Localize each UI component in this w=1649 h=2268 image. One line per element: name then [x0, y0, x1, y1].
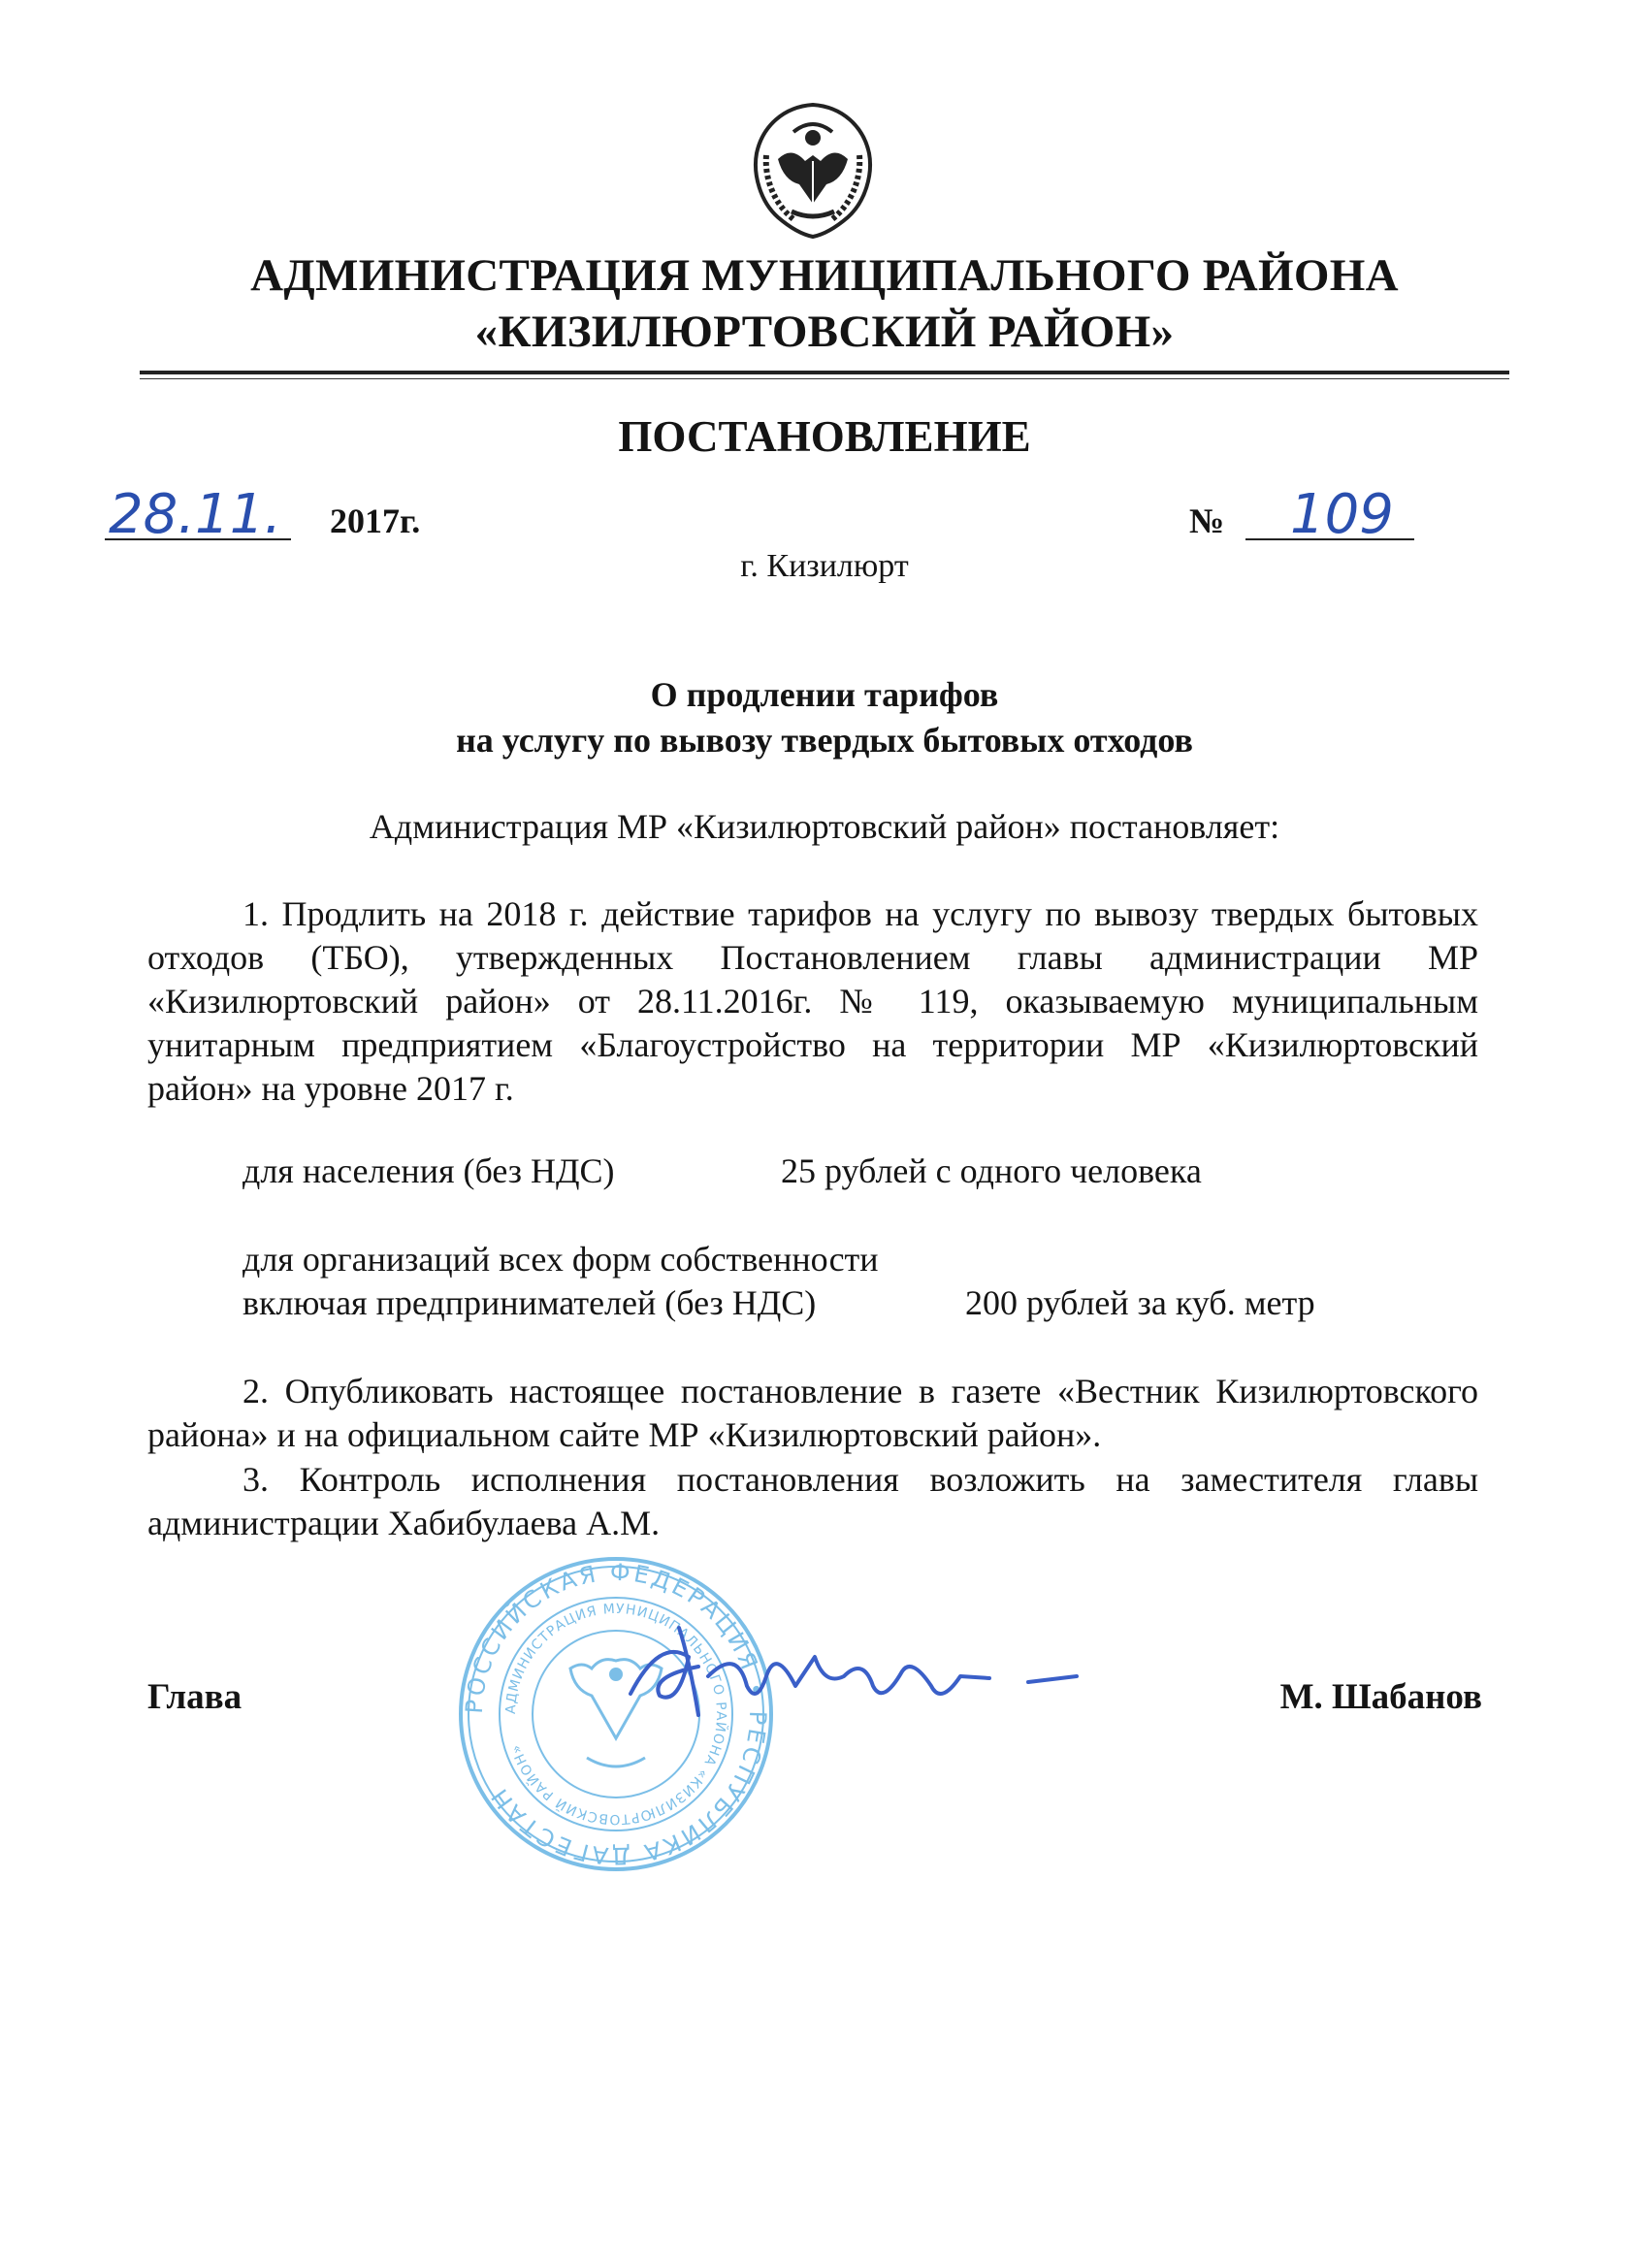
stamp-outer-text: РОССИЙСКАЯ ФЕДЕРАЦИЯ • РЕСПУБЛИКА ДАГЕСТАН — [460, 1558, 772, 1870]
preamble: Администрация МР «Кизилюртовский район» постановляет: — [369, 807, 1280, 846]
tariff-org-value: 200 рублей за куб. метр — [965, 1283, 1315, 1322]
signatory-title: Глава — [147, 1677, 242, 1717]
clause-3: 3. Контроль исполнения постановления возложить на заместителя главы администрации Хабибулаева А.М. — [147, 1460, 1478, 1542]
number-underline — [1245, 538, 1414, 540]
signatory-name: М. Шабанов — [1279, 1677, 1482, 1717]
header-divider-thick — [140, 371, 1509, 374]
coat-of-arms-icon — [735, 97, 890, 243]
date-handwritten: 28.11. — [109, 483, 282, 546]
subject-line2: на услугу по вывозу твердых бытовых отходов — [456, 721, 1193, 760]
clause-2: 2. Опубликовать настоящее постановление в газете «Вестник Кизилюртовского района» и на официальном сайте МР «Кизилюртовский район». — [147, 1372, 1478, 1454]
number-sign: № — [1189, 502, 1225, 540]
date-underline — [105, 538, 291, 540]
number-handwritten: 109 — [1290, 483, 1394, 546]
header-divider-thin — [140, 378, 1509, 379]
document-type-title: ПОСТАНОВЛЕНИЕ — [618, 412, 1031, 461]
organization-name-line2: «КИЗИЛЮРТОВСКИЙ РАЙОН» — [474, 307, 1175, 357]
tariff-population-label: для населения (без НДС) — [242, 1151, 615, 1190]
stamp-inner-text: АДМИНИСТРАЦИЯ МУНИЦИПАЛЬНОГО РАЙОНА «КИЗИЛЮРТОВСКИЙ РАЙОН» — [502, 1601, 729, 1828]
city-label: г. Кизилюрт — [740, 548, 909, 584]
organization-name-line1: АДМИНИСТРАЦИЯ МУНИЦИПАЛЬНОГО РАЙОНА — [250, 250, 1399, 301]
tariff-org-label-line1: для организаций всех форм собственности — [242, 1240, 879, 1279]
tariff-population-value: 25 рублей с одного человека — [781, 1151, 1202, 1190]
year-label: 2017г. — [330, 502, 421, 540]
tariff-org-label-line2: включая предпринимателей (без НДС) — [242, 1283, 817, 1322]
subject-line1: О продлении тарифов — [650, 675, 999, 714]
signature-icon — [621, 1618, 1086, 1734]
clause-1: 1. Продлить на 2018 г. действие тарифов на услугу по вывозу твердых бытовых отходов (ТБО), утвержденных Постановлением главы администрации МР «Кизилюртовский район» от 28.11.2016г. № 119, оказываемую муниципальным унитарным предприятием «Благоустройство на территории МР «Кизилюртовский район» на уровне 2017 г. — [147, 894, 1478, 1108]
